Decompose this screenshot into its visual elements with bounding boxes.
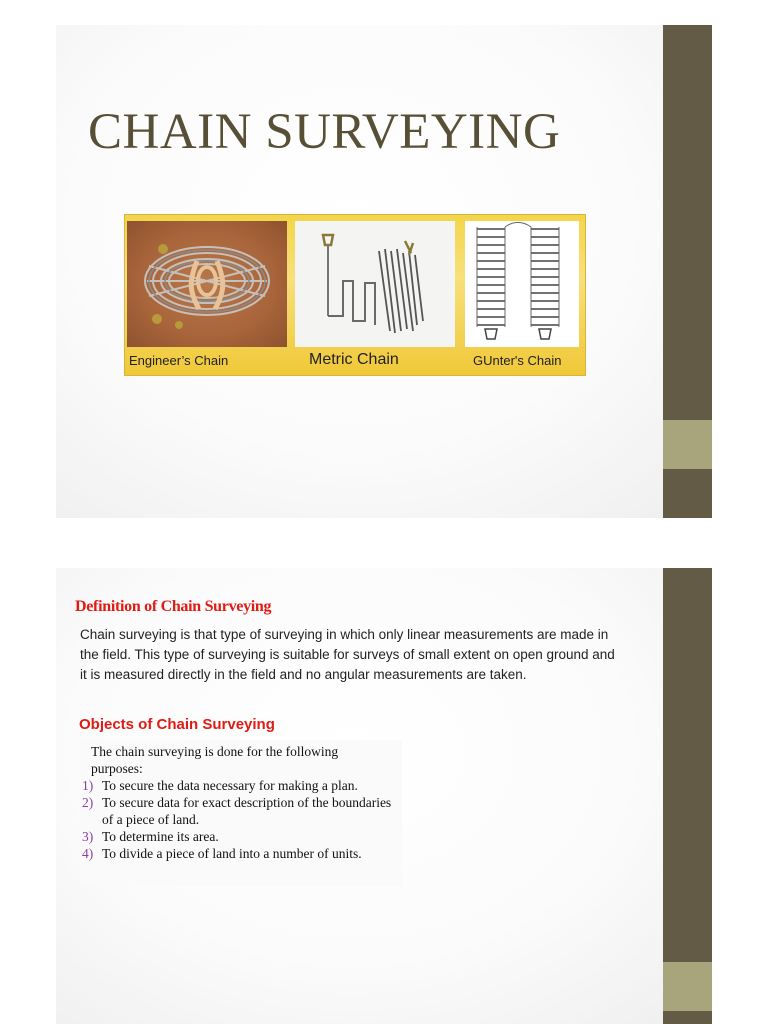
definition-text: Chain surveying is that type of surveying in which only linear measurements are made in the field. This type of surveying is suitable for surveys of small extent on open ground and it is measured directly in the field and no angular measurements are taken. bbox=[80, 627, 615, 682]
slide-side-bar bbox=[663, 568, 712, 1024]
list-item-number: 1) bbox=[82, 778, 94, 793]
list-item-number: 2) bbox=[82, 795, 94, 810]
slide-definition bbox=[56, 568, 712, 1024]
list-item-text: To determine its area. bbox=[102, 829, 219, 844]
list-item-number: 3) bbox=[82, 829, 94, 844]
slide-title: CHAIN SURVEYING bbox=[88, 104, 561, 160]
definition-heading: Definition of Chain Surveying bbox=[75, 598, 272, 615]
list-item-text: To divide a piece of land into a number of units. bbox=[102, 846, 362, 861]
slide-side-accent bbox=[663, 962, 712, 1011]
gunters-chain-caption: GUnter's Chain bbox=[473, 353, 562, 368]
engineers-chain-caption: Engineer’s Chain bbox=[129, 353, 229, 368]
list-item bbox=[80, 777, 402, 794]
gunters-chain-drawing bbox=[465, 221, 579, 347]
list-item-text: To secure the data necessary for making a plan. bbox=[102, 778, 358, 793]
list-item-text: To secure data for exact description of the boundaries of a piece of land. bbox=[102, 795, 392, 827]
engineers-chain-photo bbox=[127, 221, 287, 347]
objects-box bbox=[80, 740, 402, 886]
slide-title-page bbox=[56, 25, 712, 518]
list-item-number: 4) bbox=[82, 846, 94, 861]
chain-types-figure bbox=[124, 214, 586, 376]
metric-chain-caption: Metric Chain bbox=[309, 351, 399, 368]
list-item bbox=[80, 828, 402, 845]
objects-list bbox=[80, 777, 402, 862]
list-item bbox=[80, 794, 402, 828]
objects-intro: The chain surveying is done for the following purposes: bbox=[91, 744, 339, 776]
objects-heading: Objects of Chain Surveying bbox=[79, 716, 275, 733]
list-item bbox=[80, 845, 402, 862]
metric-chain-photo bbox=[295, 221, 455, 347]
slide-side-accent bbox=[663, 420, 712, 469]
